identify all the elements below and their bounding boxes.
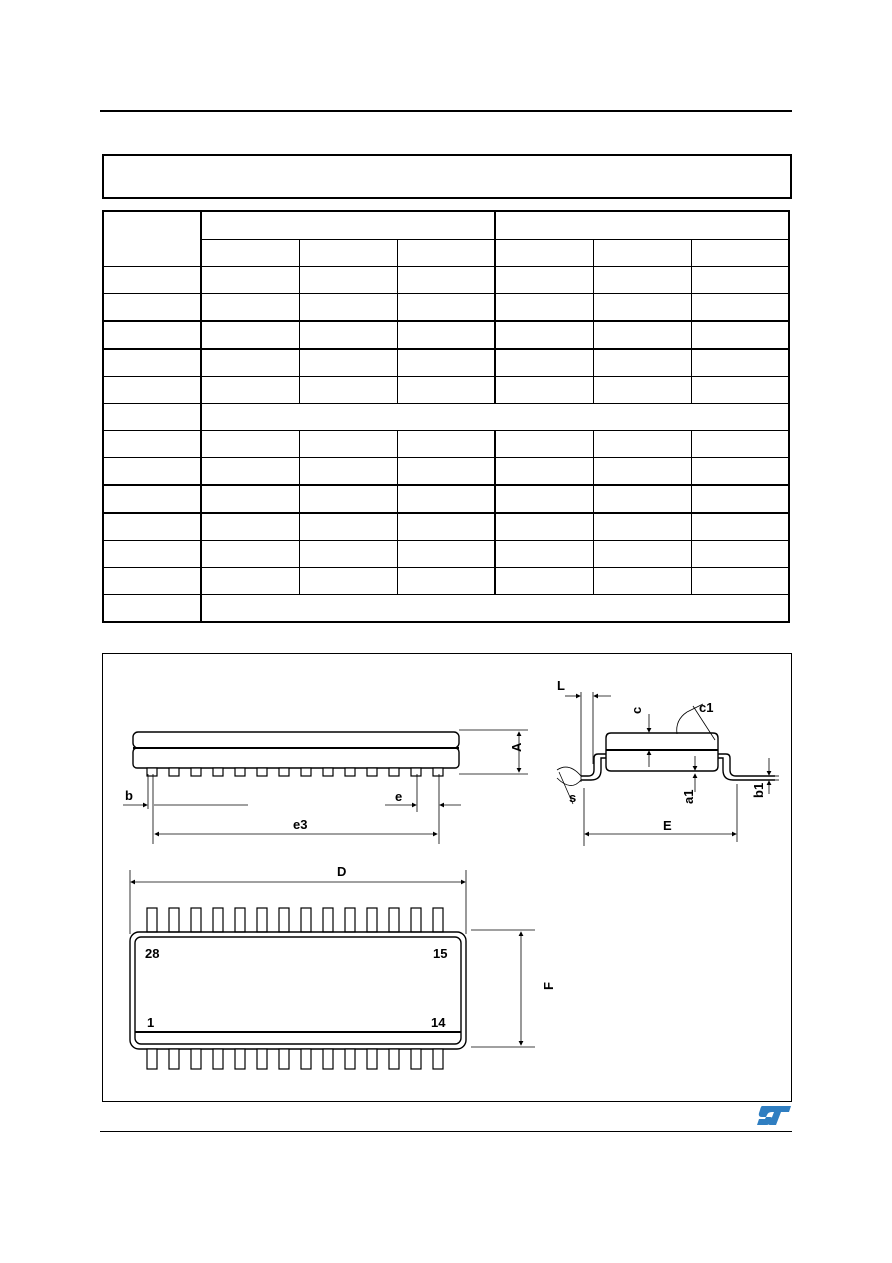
dim-label-c1: c1: [699, 700, 714, 715]
side-pin: [235, 768, 245, 776]
table-cell: [691, 321, 789, 349]
package-outline-svg: [103, 654, 791, 1101]
side-pin: [213, 768, 223, 776]
table-cell: [299, 485, 397, 513]
side-pin: [279, 768, 289, 776]
table-cell: [201, 431, 299, 458]
table-cell: [201, 568, 299, 595]
side-pin: [191, 768, 201, 776]
table-cell: [593, 321, 691, 349]
dim-label-a: A: [509, 742, 524, 752]
table-cell: [103, 377, 201, 404]
table-cell: [691, 568, 789, 595]
table-cell: [495, 513, 593, 541]
table-cell: [691, 349, 789, 377]
pin-label-1: 1: [147, 1015, 155, 1030]
table-cell: [691, 513, 789, 541]
bottom-pins: [147, 1049, 443, 1069]
top-pin: [345, 908, 355, 932]
dim-label-s: s: [569, 790, 577, 805]
table-cell: [593, 431, 691, 458]
table-cell: [593, 458, 691, 486]
table-cell: [103, 431, 201, 458]
table-cell: [103, 294, 201, 322]
bottom-pin: [345, 1049, 355, 1069]
table-cell: [495, 541, 593, 568]
table-cell: [593, 513, 691, 541]
table-cell: [299, 431, 397, 458]
st-logo-svg: [756, 1103, 792, 1127]
table-cell: [103, 485, 201, 513]
table-row: [103, 431, 789, 458]
table-cell: [103, 458, 201, 486]
table-cell: [691, 431, 789, 458]
side-pin: [323, 768, 333, 776]
dim-label-l: L: [557, 678, 565, 693]
table-row: [103, 377, 789, 404]
table-cell: [397, 294, 495, 322]
subheader-cell: [299, 239, 397, 267]
header-inch-cell: [495, 211, 789, 239]
dim-label-c: c: [629, 706, 644, 714]
table-cell: [593, 377, 691, 404]
top-pin: [279, 908, 289, 932]
table-row: [103, 568, 789, 595]
table-cell: [691, 267, 789, 294]
st-logo-icon: [756, 1103, 792, 1127]
end-view: [581, 733, 775, 780]
table-cell: [495, 458, 593, 486]
table-row: [103, 513, 789, 541]
top-pin: [301, 908, 311, 932]
table-cell: [299, 568, 397, 595]
table-cell: [201, 541, 299, 568]
bottom-pin: [367, 1049, 377, 1069]
subheader-cell: [495, 239, 593, 267]
top-pin: [191, 908, 201, 932]
top-pin: [235, 908, 245, 932]
top-pin: [257, 908, 267, 932]
side-pin: [367, 768, 377, 776]
subheader-cell: [593, 239, 691, 267]
table-row: [103, 349, 789, 377]
table-cell: [201, 513, 299, 541]
table-cell: [299, 513, 397, 541]
table-cell: [299, 541, 397, 568]
table-row: [103, 321, 789, 349]
table-cell: [299, 377, 397, 404]
bottom-pin: [433, 1049, 443, 1069]
dim-label-b1: b1: [751, 782, 766, 798]
table-cell-merged: [201, 595, 789, 623]
table-cell: [103, 404, 201, 431]
dim-label-a1: a1: [681, 789, 696, 804]
top-pin: [433, 908, 443, 932]
table-cell: [495, 349, 593, 377]
top-pin: [169, 908, 179, 932]
table-cell: [299, 321, 397, 349]
top-view: [130, 908, 466, 1069]
footer-rule: [100, 1131, 792, 1132]
table-cell: [201, 485, 299, 513]
dim-label-e3: e3: [293, 817, 308, 832]
top-pin: [147, 908, 157, 932]
table-cell: [201, 458, 299, 486]
bottom-pin: [301, 1049, 311, 1069]
bottom-pin: [169, 1049, 179, 1069]
table-cell: [593, 541, 691, 568]
header-mm-cell: [201, 211, 495, 239]
dim-label-b: b: [125, 788, 133, 803]
subheader-cell: [691, 239, 789, 267]
table-cell: [593, 568, 691, 595]
table-cell: [201, 349, 299, 377]
table-cell: [397, 377, 495, 404]
table-cell: [495, 267, 593, 294]
bottom-pin: [147, 1049, 157, 1069]
table-cell: [103, 267, 201, 294]
table-cell: [299, 458, 397, 486]
table-cell: [299, 349, 397, 377]
table-cell: [691, 541, 789, 568]
side-pin: [345, 768, 355, 776]
table-cell: [593, 294, 691, 322]
top-pins: [147, 908, 443, 932]
top-pin: [367, 908, 377, 932]
table-cell: [201, 377, 299, 404]
table-row: [103, 294, 789, 322]
table-cell: [103, 321, 201, 349]
header-dim-cell: [103, 211, 201, 267]
bottom-pin: [213, 1049, 223, 1069]
table-subheader-row: [103, 239, 789, 267]
table-row-merged: [103, 404, 789, 431]
table-cell: [593, 485, 691, 513]
top-view-dims: [130, 870, 535, 1047]
dim-label-f: F: [541, 982, 556, 990]
table-cell: [397, 349, 495, 377]
top-pin: [323, 908, 333, 932]
side-pin: [147, 768, 157, 776]
table-cell: [593, 349, 691, 377]
bottom-pin: [257, 1049, 267, 1069]
package-drawing: [102, 653, 792, 1102]
bottom-pin: [389, 1049, 399, 1069]
table-cell: [299, 267, 397, 294]
dimensions-table: [102, 210, 790, 623]
table-cell: [495, 321, 593, 349]
bottom-pin: [235, 1049, 245, 1069]
top-pin: [213, 908, 223, 932]
table-row: [103, 458, 789, 486]
bottom-pin: [191, 1049, 201, 1069]
pin-label-15: 15: [433, 946, 448, 961]
side-pins: [147, 768, 443, 776]
top-pin: [411, 908, 421, 932]
table-cell: [103, 513, 201, 541]
table-cell: [593, 267, 691, 294]
table-cell: [495, 294, 593, 322]
table-cell: [691, 485, 789, 513]
table-cell: [103, 595, 201, 623]
table-cell: [397, 541, 495, 568]
dim-b-e-e3: [123, 774, 461, 844]
table-cell: [691, 458, 789, 486]
header-rule: [100, 110, 792, 112]
bottom-pin: [411, 1049, 421, 1069]
subheader-cell: [201, 239, 299, 267]
subheader-cell: [397, 239, 495, 267]
side-pin: [257, 768, 267, 776]
table-cell: [201, 321, 299, 349]
table-cell: [397, 513, 495, 541]
table-cell: [299, 294, 397, 322]
table-cell: [397, 431, 495, 458]
table-row: [103, 267, 789, 294]
table-cell: [397, 458, 495, 486]
side-pin: [411, 768, 421, 776]
table-cell: [201, 294, 299, 322]
table-cell: [495, 431, 593, 458]
pin-label-28: 28: [145, 946, 160, 961]
table-cell: [397, 321, 495, 349]
table-cell: [495, 568, 593, 595]
side-pin: [389, 768, 399, 776]
side-pin: [301, 768, 311, 776]
table-cell: [691, 377, 789, 404]
bottom-pin: [323, 1049, 333, 1069]
pin-label-14: 14: [431, 1015, 446, 1030]
dim-label-e-width: E: [663, 818, 672, 833]
table-cell: [397, 568, 495, 595]
side-view: [133, 732, 459, 776]
side-pin: [169, 768, 179, 776]
dim-label-e: e: [395, 789, 403, 804]
side-pin: [433, 768, 443, 776]
table-cell: [495, 485, 593, 513]
table-cell: [397, 485, 495, 513]
table-cell: [691, 294, 789, 322]
top-pin: [389, 908, 399, 932]
table-cell: [103, 568, 201, 595]
table-cell: [103, 349, 201, 377]
table-cell: [495, 377, 593, 404]
table-cell-merged: [201, 404, 789, 431]
table-cell: [103, 541, 201, 568]
table-row: [103, 485, 789, 513]
table-header-row: [103, 211, 789, 239]
bottom-pin: [279, 1049, 289, 1069]
table-row-merged: [103, 595, 789, 623]
dim-label-d: D: [337, 864, 347, 879]
table-title-box: [102, 154, 792, 199]
table-row: [103, 541, 789, 568]
table-cell: [201, 267, 299, 294]
table-cell: [397, 267, 495, 294]
